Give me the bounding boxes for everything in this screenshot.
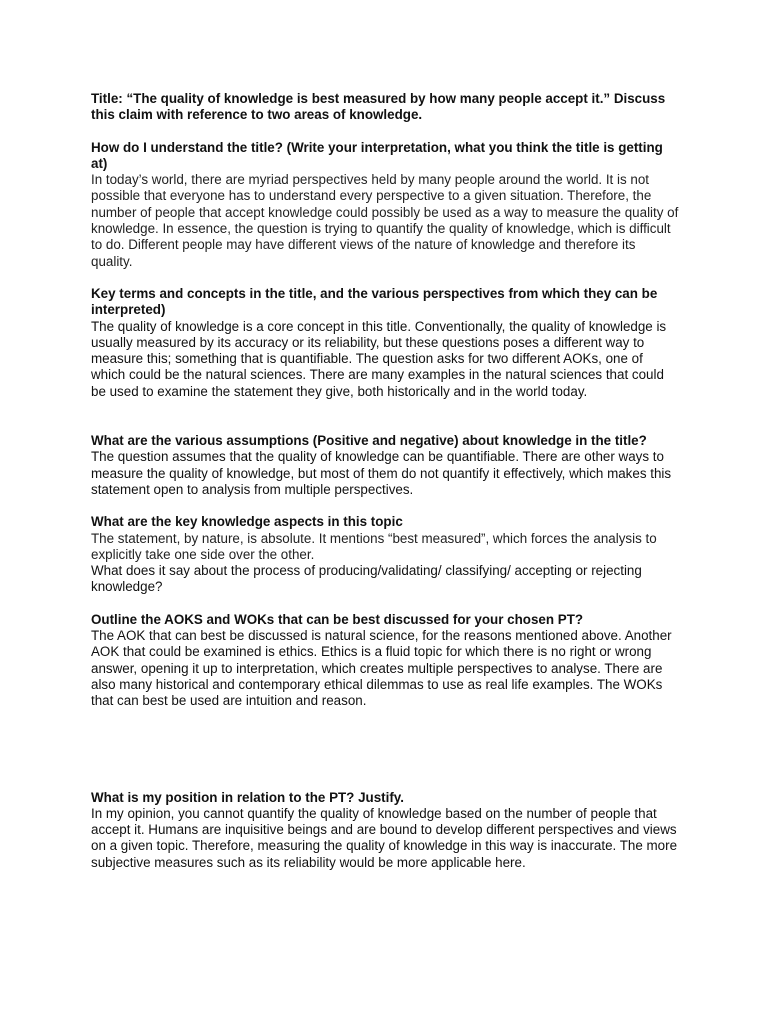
document-title: Title: “The quality of knowledge is best measured by how many people accept it.” Discuss this claim with reference to two areas of knowledge. [91, 91, 666, 123]
section-body-process-question: What does it say about the process of producing/validating/ classifying/ accepting or rejecting knowledge? [91, 563, 642, 595]
section-heading-knowledge-aspects: What are the key knowledge aspects in this topic [91, 514, 403, 530]
section-heading-key-terms: Key terms and concepts in the title, and the various perspectives from which they can be interpreted) [91, 285, 658, 318]
section-heading-aoks-woks: Outline the AOKS and WOKs that can be best discussed for your chosen PT? [91, 611, 584, 627]
section-body-assumptions: The question assumes that the quality of knowledge can be quantifiable. There are other ways to measure the quality of knowledge, but most of them do not quantify it effectively, which makes this statement open to analysis from multiple perspectives. [91, 449, 672, 497]
document-page [91, 91, 679, 871]
section-heading-assumptions: What are the various assumptions (Positive and negative) about knowledge in the title? [91, 433, 647, 449]
section-body-position: In my opinion, you cannot quantify the quality of knowledge based on the number of people that accept it. Humans are inquisitive beings and are bound to develop different perspectives and views on a given topic. Therefore, measuring the quality of knowledge in this way is inaccurate. The more subjective measures such as its reliability would be more applicable here. [91, 805, 678, 870]
section-body-understanding: In today’s world, there are myriad perspectives held by many people around the world. It is not possible that everyone has to understand every perspective to a given situation. Therefore, the number of people that accept knowledge could possibly be used as a way to measure the quality of knowledge. In essence, the question is trying to quantify the quality of knowledge, which is difficult to do. Different people may have different views of the nature of knowledge and therefore its quality. [91, 172, 679, 269]
section-body-knowledge-aspects: The statement, by nature, is absolute. It mentions “best measured”, which forces the analysis to explicitly take one side over the other. [91, 530, 657, 562]
section-body-aoks-woks: The AOK that can best be discussed is natural science, for the reasons mentioned above. Another AOK that could be examined is ethics. Ethics is a fluid topic for which there is no right or wrong answer, opening it up to interpretation, which creates multiple perspectives to analyse. There are also many historical and contemporary ethical dilemmas to use as real life examples. The WOKs that can best be used are intuition and reason. [91, 628, 672, 709]
section-body-key-terms: The quality of knowledge is a core concept in this title. Conventionally, the quality of knowledge is usually measured by its accuracy or its reliability, but these questions poses a different way to measure this; something that is quantifiable. The question asks for two different AOKs, one of which could be the natural sciences. There are many examples in the natural sciences that could be used to examine the statement they give, both historically and in the world today. [91, 318, 667, 399]
section-heading-understanding: How do I understand the title? (Write your interpretation, what you think the title is getting at) [91, 139, 663, 171]
section-heading-position: What is my position in relation to the PT? Justify. [91, 789, 404, 805]
